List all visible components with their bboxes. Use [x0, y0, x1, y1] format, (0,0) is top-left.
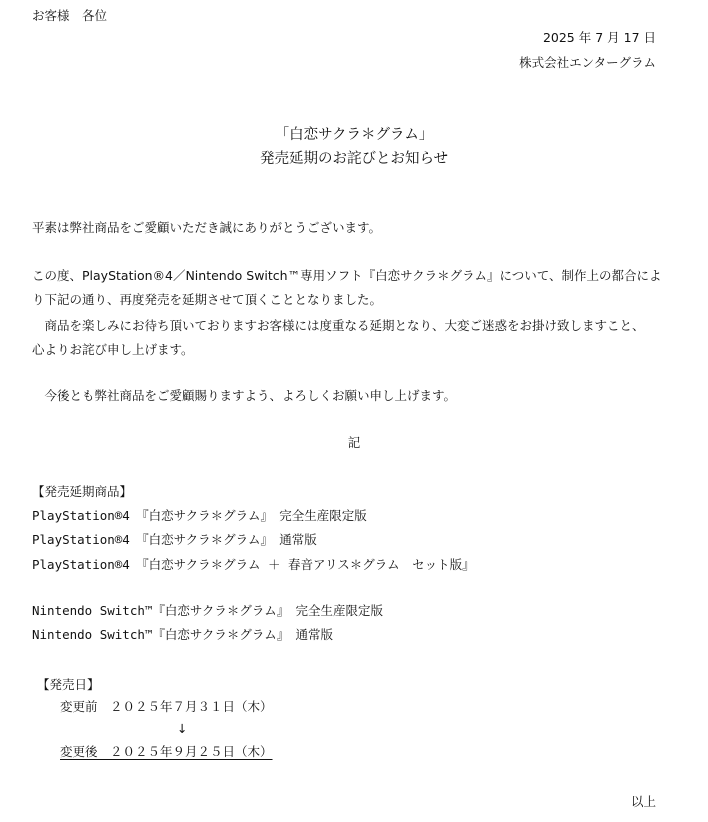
- ki-heading: 記: [347, 435, 361, 450]
- paragraph-1-line-2: り下記の通り、再度発売を延期させて頂くこととなりました。: [32, 292, 383, 307]
- release-before: 変更前 ２０２５年７月３１日（木）: [60, 699, 273, 714]
- paragraph-2-line-1: 商品を楽しみにお待ち頂いておりますお客様には度重なる延期となり、大変ご迷惑をお掛け致しますこと、: [32, 318, 645, 333]
- product-item: Nintendo Switch™『白恋サクラ＊グラム』 完全生産限定版: [32, 603, 384, 618]
- paragraph-2-line-2: 心よりお詫び申し上げます。: [32, 342, 194, 357]
- product-item: PlayStation®4 『白恋サクラ＊グラム』 通常版: [32, 532, 317, 547]
- release-heading: 【発売日】: [37, 677, 100, 692]
- down-arrow-icon: ↓: [177, 721, 188, 736]
- product-item: PlayStation®4 『白恋サクラ＊グラム』 完全生産限定版: [32, 508, 367, 523]
- paragraph-3: 今後とも弊社商品をご愛顧賜りますよう、よろしくお願い申し上げます。: [32, 388, 457, 403]
- product-item: Nintendo Switch™『白恋サクラ＊グラム』 通常版: [32, 627, 334, 642]
- company-name: 株式会社エンターグラム: [519, 55, 656, 70]
- paragraph-1-line-1: この度、PlayStation®4／Nintendo Switch™専用ソフト『白恋サクラ＊グラム』について、制作上の都合によ: [32, 268, 662, 283]
- title-product: 「白恋サクラ＊グラム」: [274, 127, 434, 143]
- addressee: お客様 各位: [32, 8, 108, 23]
- notice-date: 2025 年 7 月 17 日: [542, 30, 656, 45]
- greeting-text: 平素は弊社商品をご愛顧いただき誠にありがとうございます。: [32, 220, 382, 235]
- product-item: PlayStation®4 『白恋サクラ＊グラム ＋ 春音アリス＊グラム セット版』: [32, 557, 475, 572]
- products-heading: 【発売延期商品】: [32, 484, 133, 499]
- release-after: 変更後 ２０２５年９月２５日（木）: [60, 744, 273, 759]
- closing-text: 以上: [630, 794, 656, 809]
- title-heading: 発売延期のお詫びとお知らせ: [259, 151, 449, 167]
